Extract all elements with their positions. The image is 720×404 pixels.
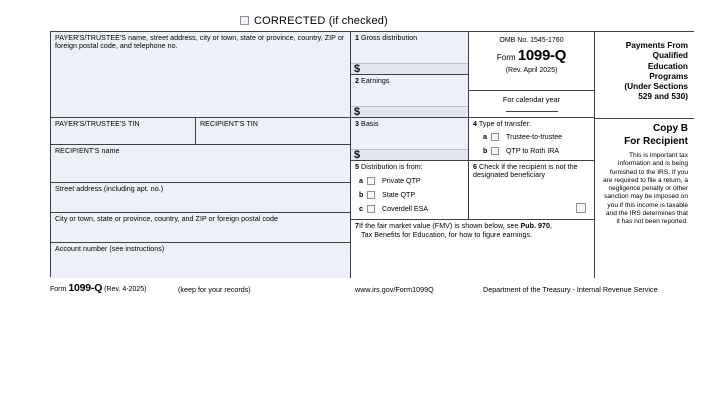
- box-5-option-b-checkbox[interactable]: [367, 191, 375, 199]
- box-6-label: Check if the recipient is not the designated beneficiary: [473, 163, 578, 180]
- footer-form-identifier: [50, 283, 146, 295]
- box-5-option-c[interactable]: [359, 205, 428, 213]
- footer-irs-url[interactable]: www.irs.gov/Form1099Q: [355, 285, 434, 294]
- box-6-not-designated-beneficiary: [469, 161, 595, 220]
- box-5-option-a-checkbox[interactable]: [367, 177, 375, 185]
- footer-form-number: 1099-Q: [68, 282, 103, 294]
- box-1-currency-symbol: $: [354, 63, 361, 75]
- recipient-notice-text: This is important tax information and is being furnished to the IRS. If you are required to file a return, a negligence penalty or other sanction may be imposed on you if this income is taxable and the IRS determines that it has not been reported.: [602, 152, 688, 226]
- box-7-label-a: If the fair market value (FMV) is shown below, see: [359, 222, 521, 230]
- box-3-basis[interactable]: [351, 118, 469, 161]
- box-5-option-b-letter: b: [359, 191, 364, 199]
- box-6-number: 6: [473, 163, 477, 171]
- box-4-type-of-transfer: [469, 118, 595, 161]
- form-title-line-5: (Under Sections: [624, 81, 688, 92]
- box-4-option-b[interactable]: [483, 147, 559, 155]
- recipient-name-caption: RECIPIENT'S name: [55, 147, 120, 155]
- corrected-checkbox[interactable]: [240, 16, 249, 25]
- box-5-option-c-label: Coverdell ESA: [382, 205, 429, 213]
- form-title-line-4: Programs: [649, 70, 688, 81]
- box-2-earnings[interactable]: [351, 75, 469, 118]
- box-4-option-b-checkbox[interactable]: [491, 147, 499, 155]
- box-5-option-b-label: State QTP: [382, 191, 416, 199]
- box-5-option-c-letter: c: [359, 205, 363, 213]
- omb-number: OMB No. 1545-1760: [499, 37, 564, 44]
- form-body: [50, 31, 694, 277]
- box-3-number: 3: [355, 120, 359, 128]
- box-3-currency-symbol: $: [354, 149, 361, 161]
- corrected-label: CORRECTED (if checked): [254, 14, 388, 27]
- box-6-checkbox[interactable]: [576, 203, 586, 213]
- box-7-number: 7: [355, 222, 359, 230]
- form-title-line-6: 529 and 530): [638, 91, 688, 102]
- recipient-name-field[interactable]: [51, 145, 351, 183]
- recipient-city-field[interactable]: [51, 213, 351, 243]
- box-4-option-b-label: QTP to Roth IRA: [506, 147, 560, 155]
- payer-tin-field[interactable]: [51, 118, 196, 145]
- form-title-lines: [599, 40, 688, 102]
- recipient-tin-field[interactable]: [196, 118, 351, 145]
- box-1-gross-distribution[interactable]: [351, 32, 469, 75]
- form-title-line-1: Payments From: [625, 40, 688, 50]
- recipient-street-caption: Street address (including apt. no.): [55, 185, 164, 193]
- box-7-pub-reference: Pub. 970: [520, 222, 551, 230]
- footer-agency: Department of the Treasury - Internal Revenue Service: [483, 285, 658, 294]
- box-1-amount-band: [351, 63, 468, 74]
- footer-form-revision: (Rev. 4-2025): [104, 286, 147, 293]
- box-3-amount-band: [351, 149, 468, 160]
- form-number: 1099-Q: [517, 47, 567, 64]
- box-1-label: Gross distribution: [361, 34, 418, 42]
- calendar-year-input-line[interactable]: [506, 111, 558, 112]
- form-footer: [50, 283, 694, 297]
- form-title-line-3: Education: [647, 60, 688, 71]
- recipient-city-caption: City or town, state or province, country, and ZIP or foreign postal code: [55, 215, 278, 223]
- copy-b-block: [595, 118, 694, 278]
- box-6-caption: [473, 163, 590, 180]
- recipient-tin-caption: RECIPIENT'S TIN: [200, 120, 258, 128]
- box-1-number: 1: [355, 34, 359, 42]
- payer-name-address-field[interactable]: [51, 32, 351, 118]
- account-number-field[interactable]: [51, 243, 351, 278]
- copy-b-for-recipient: For Recipient: [624, 136, 688, 147]
- corrected-row: [50, 12, 694, 29]
- box-7-fair-market-value[interactable]: [351, 220, 595, 278]
- box-5-caption: [355, 163, 464, 171]
- form-identifier: [473, 47, 590, 64]
- box-7-label-b: ,: [550, 222, 553, 230]
- box-5-option-a-label: Private QTP: [382, 177, 421, 185]
- calendar-year-label: For calendar year: [502, 95, 561, 104]
- box-3-caption: [355, 120, 464, 128]
- box-1-caption: [355, 34, 464, 42]
- box-5-number: 5: [355, 163, 359, 171]
- account-number-caption: Account number (see instructions): [55, 245, 165, 253]
- copy-b-label: Copy B: [653, 123, 688, 134]
- box-5-distribution-is-from: [351, 161, 469, 220]
- box-5-option-b[interactable]: [359, 191, 415, 199]
- recipient-street-field[interactable]: [51, 183, 351, 213]
- box-2-caption: [355, 77, 464, 85]
- form-title-line-2: Qualified: [652, 50, 688, 61]
- box-2-amount-band: [351, 106, 468, 117]
- box-5-option-a-letter: a: [359, 177, 363, 185]
- form-title-block: [595, 32, 694, 118]
- box-7-caption: [355, 222, 590, 240]
- box-4-option-b-letter: b: [483, 147, 488, 155]
- omb-block: [469, 32, 595, 91]
- box-2-label: Earnings: [361, 77, 390, 85]
- box-5-option-c-checkbox[interactable]: [367, 205, 375, 213]
- box-4-label: Type of transfer:: [478, 120, 532, 128]
- box-2-number: 2: [355, 77, 359, 85]
- box-3-label: Basis: [361, 120, 379, 128]
- form-word: Form: [496, 53, 516, 62]
- box-4-option-a-label: Trustee-to-trustee: [506, 133, 563, 141]
- box-7-label-line2: Tax Benefits for Education, for how to figure earnings.: [361, 231, 533, 239]
- box-2-currency-symbol: $: [354, 106, 361, 118]
- box-5-label: Distribution is from:: [361, 163, 423, 171]
- box-4-caption: [473, 120, 590, 128]
- box-4-option-a-letter: a: [483, 133, 487, 141]
- box-4-option-a-checkbox[interactable]: [491, 133, 499, 141]
- payer-name-address-caption: PAYER'S/TRUSTEE'S name, street address, city or town, state or province, country, ZIP or foreign postal code, and telephone no.: [55, 34, 345, 51]
- footer-keep-for-records: (keep for your records): [178, 285, 251, 294]
- form-revision: (Rev. April 2025): [505, 67, 558, 74]
- calendar-year-field[interactable]: [469, 91, 595, 118]
- payer-tin-caption: PAYER'S/TRUSTEE'S TIN: [55, 120, 140, 128]
- footer-form-word: Form: [50, 286, 67, 293]
- box-4-number: 4: [473, 120, 477, 128]
- box-5-option-a[interactable]: [359, 177, 421, 185]
- box-4-option-a[interactable]: [483, 133, 562, 141]
